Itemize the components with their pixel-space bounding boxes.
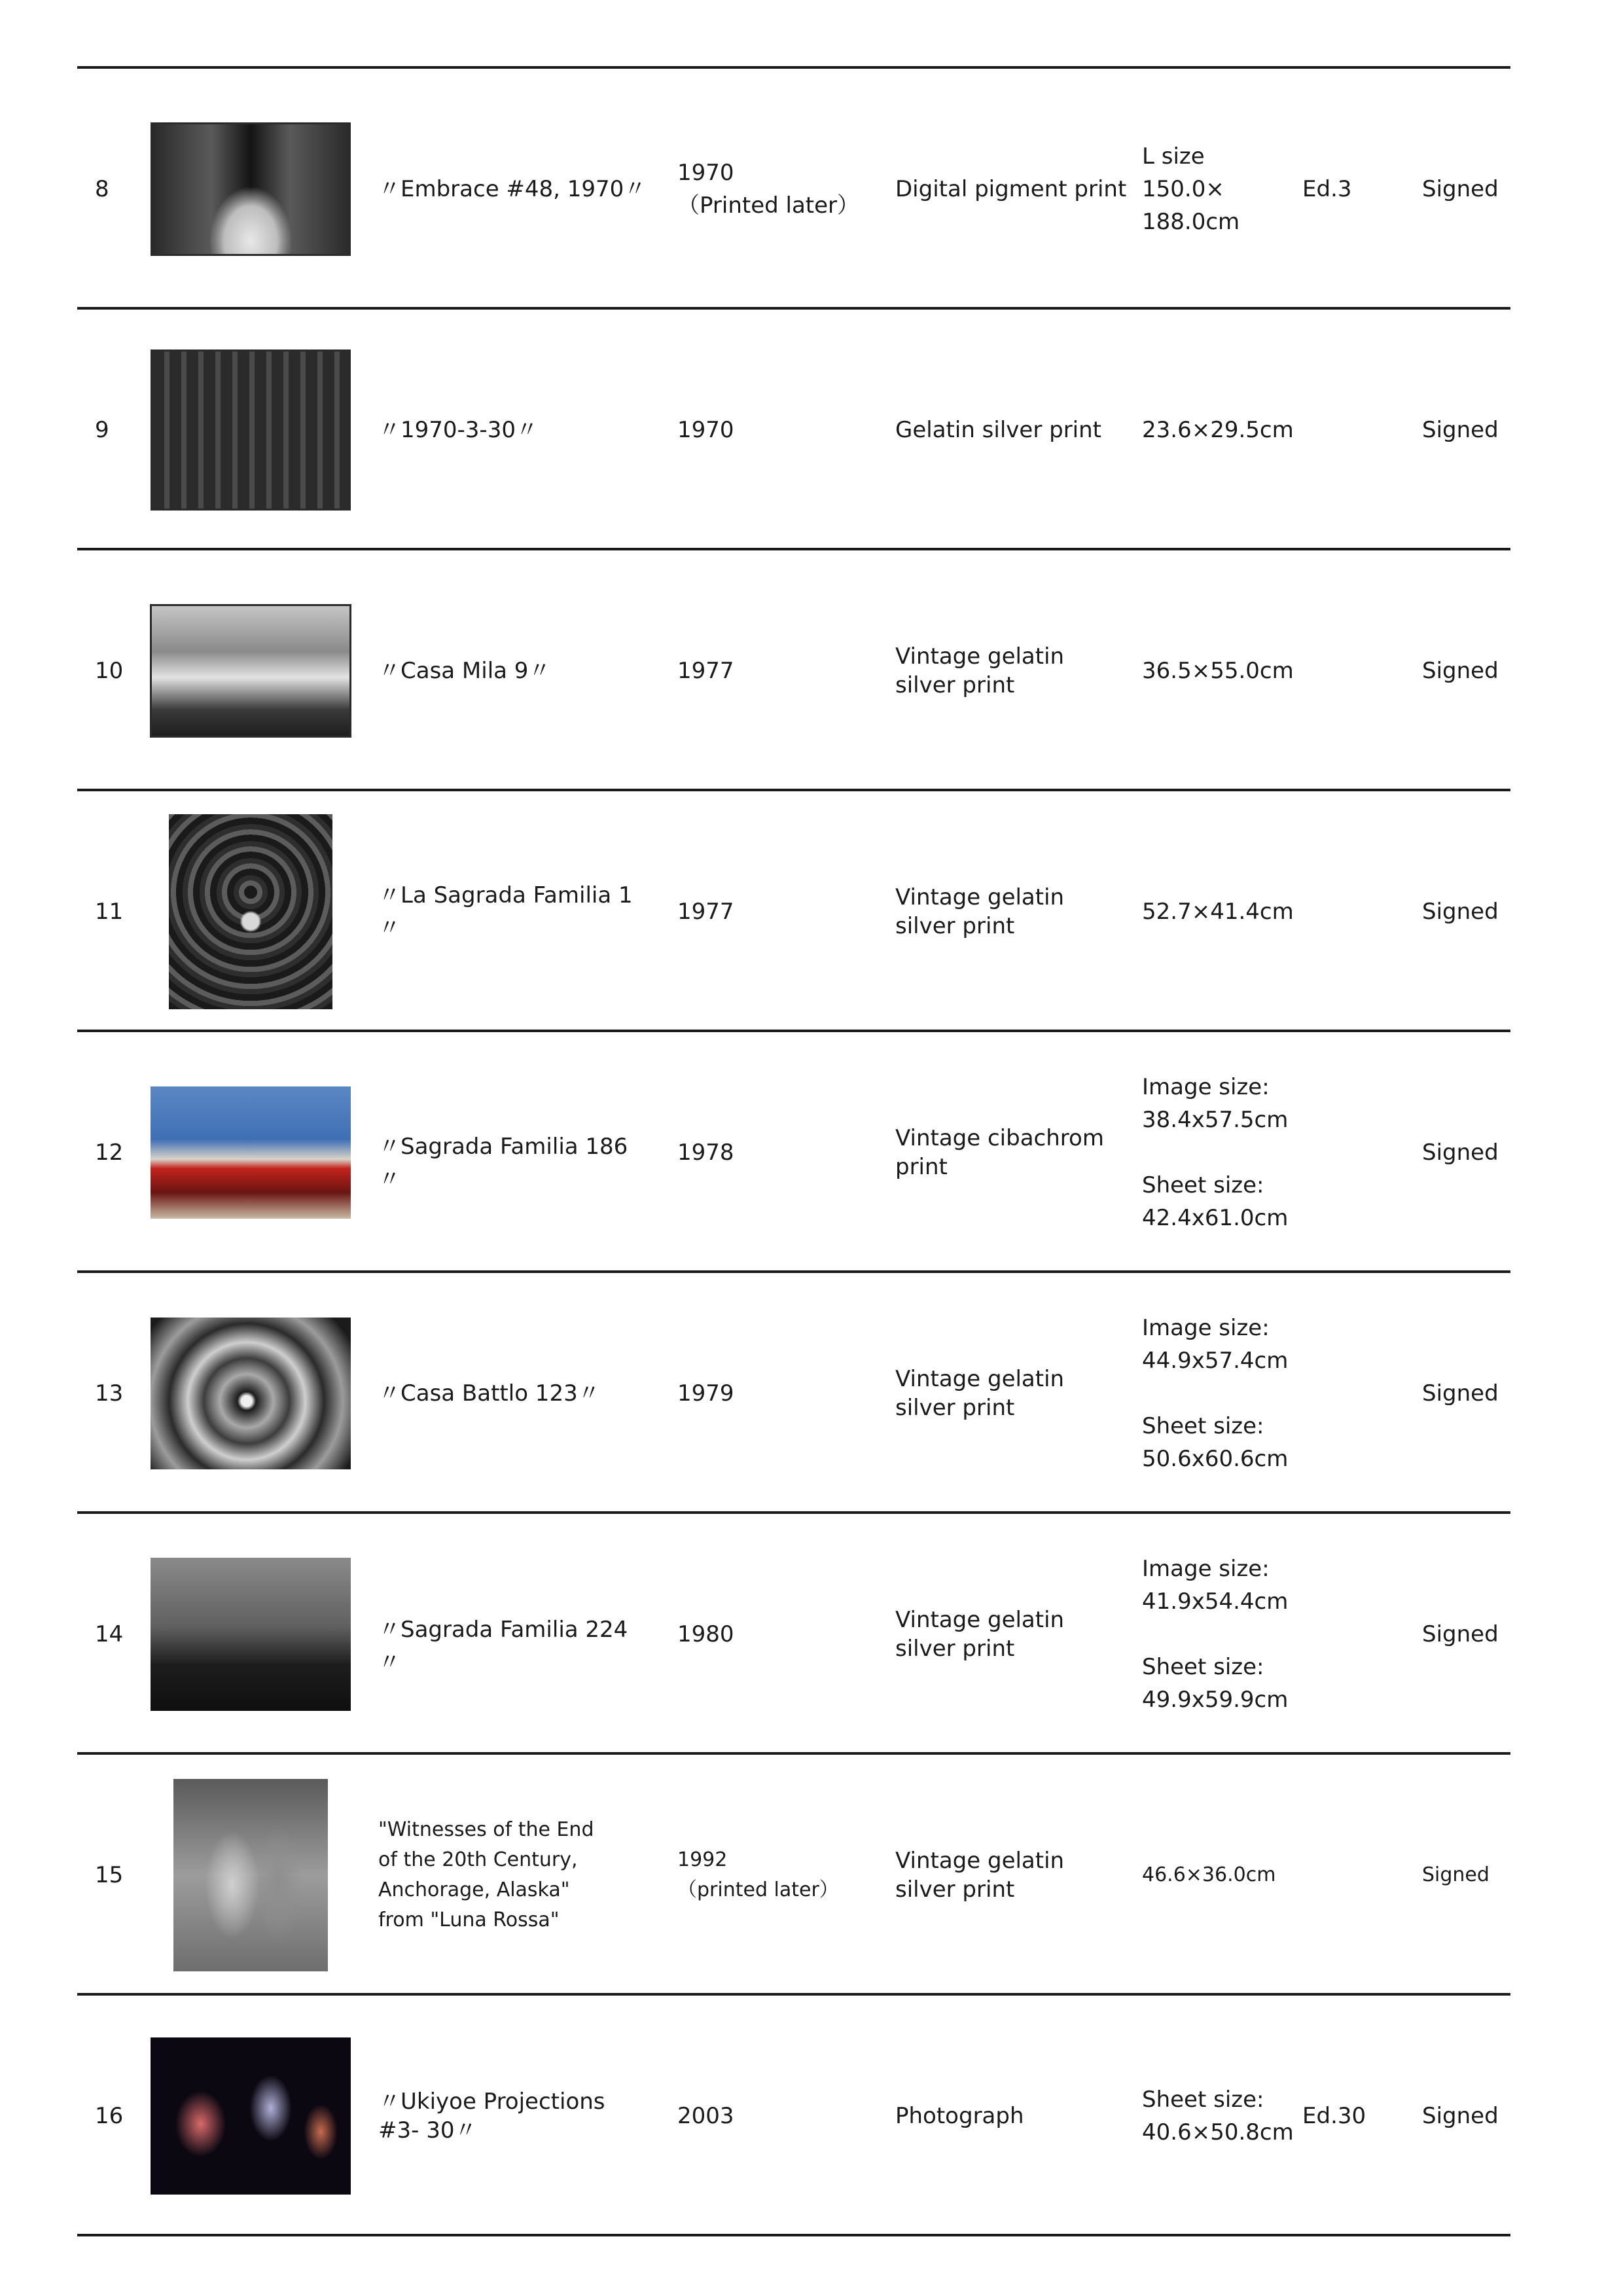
artwork-technique: Vintage gelatin silver print [895,884,1065,939]
lot-number: 12 [95,1139,124,1166]
artwork-edition: Ed.3 [1302,176,1352,202]
artwork-size: 36.5×55.0cm [1142,658,1294,684]
casa-mila-photo [150,604,351,738]
artwork-size: 23.6×29.5cm [1142,417,1294,443]
table-row [0,1032,1623,1273]
artwork-year: 1979 [677,1380,734,1407]
artwork-size: Image size: 44.9x57.4cm Sheet size: 50.6x60.6cm [1142,1315,1289,1472]
artwork-title: 〃Ukiyoe Projections #3‐ 30〃 [378,2089,605,2144]
witnesses-photo [173,1779,328,1971]
artwork-year: 2003 [677,2103,734,2129]
artwork-year: 1977 [677,899,734,925]
artwork-signature: Signed [1422,1863,1489,1886]
embrace-photo [151,122,351,256]
artwork-technique: Gelatin silver print [895,417,1101,443]
table-row [0,1755,1623,1996]
artwork-size: Image size: 38.4x57.5cm Sheet size: 42.4x61.0cm [1142,1074,1289,1231]
artwork-signature: Signed [1422,417,1499,443]
artwork-edition [1302,1755,1400,1996]
lot-number: 15 [95,1862,124,1888]
artwork-signature: Signed [1422,899,1499,925]
lot-number: 11 [95,899,124,925]
artwork-size: Sheet size: 40.6×50.8cm [1142,2087,1294,2145]
artwork-technique: Digital pigment print [895,176,1127,202]
sagrada-familia-186-photo [151,1086,351,1219]
artwork-size: 52.7×41.4cm [1142,899,1294,925]
lot-number: 8 [95,176,109,202]
artwork-year: 1970 [677,417,734,443]
table-row [0,1273,1623,1514]
artwork-year: 1978 [677,1139,734,1166]
artwork-title: 〃La Sagrada Familia 1〃 [378,882,633,941]
artwork-edition: Ed.30 [1302,2103,1366,2129]
artwork-technique: Vintage cibachrom print [895,1125,1104,1180]
artwork-title: 〃Sagrada Familia 186〃 [378,1134,628,1193]
artwork-signature: Signed [1422,1621,1499,1647]
artwork-technique: Vintage gelatin silver print [895,643,1065,698]
artwork-edition [1302,1032,1400,1273]
artwork-signature: Signed [1422,658,1499,684]
artwork-year: 1980 [677,1621,734,1647]
artwork-size: L size 150.0× 188.0cm [1142,143,1240,235]
lot-number: 14 [95,1621,124,1647]
artwork-title: "Witnesses of the End of the 20th Century, Anchorage, Alaska" from "Luna Rossa" [378,1818,594,1931]
sagrada-familia-1-photo [169,814,332,1009]
artwork-year: 1977 [677,658,734,684]
artwork-technique: Vintage gelatin silver print [895,1848,1065,1903]
artwork-title: 〃Casa Mila 9〃 [378,658,551,684]
artwork-size: Image size: 41.9x54.4cm Sheet size: 49.9x59.9cm [1142,1556,1289,1713]
artwork-edition [1302,310,1400,550]
lot-number: 13 [95,1380,124,1407]
artwork-edition [1302,550,1400,791]
artwork-title: 〃Embrace #48, 1970〃 [378,176,647,202]
ukiyoe-projections-photo [151,2037,351,2195]
sagrada-familia-224-photo [151,1558,351,1711]
lot-number: 16 [95,2103,124,2129]
group-photo [151,350,351,511]
table-row [0,1996,1623,2236]
artwork-title: 〃Sagrada Familia 224〃 [378,1617,628,1676]
artwork-technique: Vintage gelatin silver print [895,1607,1065,1662]
artwork-edition [1302,1514,1400,1755]
lot-number: 9 [95,417,109,443]
artwork-edition [1302,791,1400,1032]
artwork-edition [1302,1273,1400,1514]
casa-battlo-photo [151,1318,351,1469]
artwork-title: 〃Casa Battlo 123〃 [378,1380,600,1407]
table-row [0,550,1623,791]
artwork-year: 1970 （Printed later） [677,160,860,219]
table-row [0,791,1623,1032]
artwork-title: 〃1970‐3‐30〃 [378,417,538,443]
artwork-size: 46.6×36.0cm [1142,1863,1276,1886]
lot-number: 10 [95,658,124,684]
table-row [0,310,1623,550]
artwork-signature: Signed [1422,176,1499,202]
table-row [0,69,1623,310]
artwork-technique: Vintage gelatin silver print [895,1366,1065,1421]
artwork-year: 1992 （printed later） [677,1848,839,1901]
artwork-signature: Signed [1422,1380,1499,1407]
artwork-signature: Signed [1422,2103,1499,2129]
artwork-technique: Photograph [895,2103,1024,2129]
table-row [0,1514,1623,1755]
artwork-signature: Signed [1422,1139,1499,1166]
